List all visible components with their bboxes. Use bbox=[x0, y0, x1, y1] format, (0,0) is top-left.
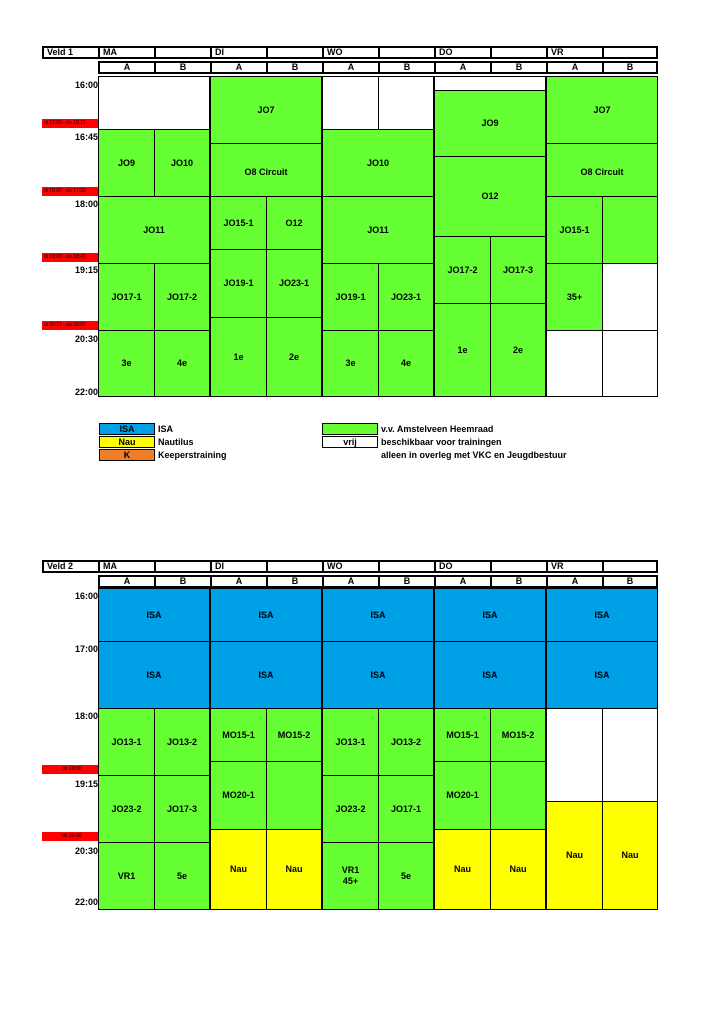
veld1-slot: O12 bbox=[266, 196, 322, 250]
veld2-schedule bbox=[42, 560, 658, 910]
veld2-day-di: DI bbox=[210, 560, 268, 573]
veld1-slot: JO19-1 bbox=[210, 249, 267, 318]
veld2-slot: 5e bbox=[154, 842, 210, 910]
veld2-slot: ISA bbox=[434, 641, 546, 709]
legend-k-swatch: K bbox=[99, 449, 155, 461]
veld2-slot: ISA bbox=[210, 641, 322, 709]
veld1-slot: JO15-1 bbox=[210, 196, 267, 250]
veld1-slot: JO9 bbox=[434, 90, 546, 157]
veld2-slot-free bbox=[602, 708, 658, 802]
veld1-slot: O8 Circuit bbox=[210, 143, 322, 197]
veld2-sub-b: B bbox=[154, 575, 212, 588]
veld2-slot: MO15-2 bbox=[266, 708, 322, 762]
veld1-slot: 1e bbox=[434, 303, 491, 397]
veld1-slot: 4e bbox=[154, 330, 210, 397]
veld1-sub-a: A bbox=[210, 61, 268, 74]
veld2-slot: ISA bbox=[98, 641, 210, 709]
veld1-slot: 3e bbox=[322, 330, 379, 397]
veld2-slot: ISA bbox=[98, 588, 210, 642]
veld2-slot: JO13-2 bbox=[154, 708, 210, 776]
veld2-time-note: do 20:00 bbox=[42, 832, 98, 841]
veld2-slot: JO23-2 bbox=[322, 775, 379, 843]
veld1-slot-free bbox=[322, 76, 379, 130]
veld1-schedule bbox=[42, 46, 658, 398]
veld1-sub-a: A bbox=[322, 61, 380, 74]
veld2-slot: ISA bbox=[546, 641, 658, 709]
veld1-slot: JO17-3 bbox=[490, 236, 546, 304]
veld2-sub-b: B bbox=[266, 575, 324, 588]
veld2-sub-a: A bbox=[322, 575, 380, 588]
veld1-day-di: DI bbox=[210, 46, 268, 59]
veld2-day-vr: VR bbox=[546, 560, 604, 573]
veld2-slot: JO13-1 bbox=[98, 708, 155, 776]
veld2-slot bbox=[490, 761, 546, 830]
veld1-time-note: di 19:00 - do 18:45 bbox=[42, 253, 98, 262]
veld2-time: 19:15 bbox=[74, 779, 98, 789]
veld1-slot: O8 Circuit bbox=[546, 143, 658, 197]
veld1-slot: JO17-1 bbox=[98, 263, 155, 331]
veld2-time-note: do 19:00 bbox=[42, 765, 98, 774]
veld2-time: 16:00 bbox=[74, 591, 98, 601]
veld1-day-blank bbox=[154, 46, 212, 59]
legend-isa-swatch: ISA bbox=[99, 423, 155, 435]
veld2-slot: Nau bbox=[266, 829, 322, 910]
veld1-day-blank bbox=[378, 46, 436, 59]
veld2-sub-a: A bbox=[434, 575, 492, 588]
veld1-slot: JO17-2 bbox=[154, 263, 210, 331]
legend-green-label: v.v. Amstelveen Heemraad bbox=[381, 424, 494, 434]
veld2-slot: MO15-1 bbox=[210, 708, 267, 762]
veld2-slot: JO13-1 bbox=[322, 708, 379, 776]
veld1-time: 16:45 bbox=[74, 132, 98, 142]
legend-note: alleen in overleg met VKC en Jeugdbestuur bbox=[381, 450, 567, 460]
veld1-slot-free bbox=[602, 330, 658, 397]
legend-nau-label: Nautilus bbox=[158, 437, 194, 447]
veld1-slot: JO11 bbox=[98, 196, 210, 264]
veld2-slot: Nau bbox=[434, 829, 491, 910]
veld2-slot: ISA bbox=[210, 588, 322, 642]
veld1-sub-b: B bbox=[378, 61, 436, 74]
veld2-slot: VR1 45+ bbox=[322, 842, 379, 910]
legend-isa-label: ISA bbox=[158, 424, 174, 434]
veld1-sub-b: B bbox=[266, 61, 324, 74]
legend-k-label: Keeperstraining bbox=[158, 450, 227, 460]
veld2-slot: Nau bbox=[602, 801, 658, 910]
veld1-slot: JO19-1 bbox=[322, 263, 379, 331]
veld2-slot: JO17-3 bbox=[154, 775, 210, 843]
veld1-time: 16:00 bbox=[74, 80, 98, 90]
veld1-day-do: DO bbox=[434, 46, 492, 59]
veld2-slot: Nau bbox=[490, 829, 546, 910]
veld1-slot: 2e bbox=[266, 317, 322, 397]
veld1-time-note: di 20:15 - do 20:00 bbox=[42, 321, 98, 330]
veld2-slot: JO13-2 bbox=[378, 708, 434, 776]
veld1-day-ma: MA bbox=[98, 46, 156, 59]
legend-green-swatch bbox=[322, 423, 378, 435]
veld2-slot: 5e bbox=[378, 842, 434, 910]
veld2-day-blank bbox=[266, 560, 324, 573]
veld1-slot: JO10 bbox=[154, 129, 210, 197]
veld1-slot bbox=[602, 196, 658, 264]
veld2-sub-b: B bbox=[378, 575, 436, 588]
veld1-slot: JO10 bbox=[322, 129, 434, 197]
veld1-slot: JO17-2 bbox=[434, 236, 491, 304]
veld1-day-blank bbox=[602, 46, 658, 59]
veld2-slot: JO17-1 bbox=[378, 775, 434, 843]
veld1-sub-b: B bbox=[490, 61, 548, 74]
legend-vrij-swatch: vrij bbox=[322, 436, 378, 448]
veld2-slot: ISA bbox=[322, 588, 434, 642]
legend-nau-swatch: Nau bbox=[99, 436, 155, 448]
veld2-slot: Nau bbox=[546, 801, 603, 910]
veld1-slot: JO7 bbox=[210, 76, 322, 144]
veld2-day-blank bbox=[490, 560, 548, 573]
veld1-time-note: di 17:00 - do 16:15 bbox=[42, 119, 98, 128]
veld1-slot: JO15-1 bbox=[546, 196, 603, 264]
veld1-time: 22:00 bbox=[74, 387, 98, 397]
veld2-slot: ISA bbox=[546, 588, 658, 642]
veld1-slot: 1e bbox=[210, 317, 267, 397]
veld1-sub-a: A bbox=[434, 61, 492, 74]
veld1-sub-a: A bbox=[98, 61, 156, 74]
veld1-day-vr: VR bbox=[546, 46, 604, 59]
veld1-slot-free bbox=[434, 76, 546, 91]
veld1-title: Veld 1 bbox=[42, 46, 100, 59]
veld2-sub-a: A bbox=[210, 575, 268, 588]
veld1-slot: JO9 bbox=[98, 129, 155, 197]
veld1-time: 18:00 bbox=[74, 199, 98, 209]
veld1-time: 20:30 bbox=[74, 334, 98, 344]
veld1-time: 19:15 bbox=[74, 265, 98, 275]
veld2-day-wo: WO bbox=[322, 560, 380, 573]
veld1-day-blank bbox=[266, 46, 324, 59]
veld2-slot-free bbox=[546, 708, 603, 802]
veld1-slot-free bbox=[602, 263, 658, 331]
veld2-sub-b: B bbox=[602, 575, 658, 588]
veld2-sub-b: B bbox=[490, 575, 548, 588]
veld1-slot-free bbox=[546, 330, 603, 397]
veld1-day-wo: WO bbox=[322, 46, 380, 59]
veld1-day-blank bbox=[490, 46, 548, 59]
veld2-day-blank bbox=[154, 560, 212, 573]
veld1-slot: 3e bbox=[98, 330, 155, 397]
veld2-slot: Nau bbox=[210, 829, 267, 910]
veld2-day-ma: MA bbox=[98, 560, 156, 573]
veld2-sub-a: A bbox=[98, 575, 156, 588]
veld1-sub-b: B bbox=[154, 61, 212, 74]
veld1-slot: JO7 bbox=[546, 76, 658, 144]
veld2-day-blank bbox=[378, 560, 436, 573]
veld2-slot: ISA bbox=[434, 588, 546, 642]
veld1-slot: 4e bbox=[378, 330, 434, 397]
veld1-slot: 35+ bbox=[546, 263, 603, 331]
veld2-slot: JO23-2 bbox=[98, 775, 155, 843]
veld2-slot: MO15-2 bbox=[490, 708, 546, 762]
veld2-slot: MO20-1 bbox=[210, 761, 267, 830]
veld1-slot: JO23-1 bbox=[378, 263, 434, 331]
veld2-day-blank bbox=[602, 560, 658, 573]
veld2-sub-a: A bbox=[546, 575, 604, 588]
veld1-slot-free bbox=[98, 76, 210, 130]
legend-vrij-label: beschikbaar voor trainingen bbox=[381, 437, 502, 447]
veld2-title: Veld 2 bbox=[42, 560, 100, 573]
veld2-time: 18:00 bbox=[74, 711, 98, 721]
veld2-day-do: DO bbox=[434, 560, 492, 573]
veld2-time: 22:00 bbox=[74, 897, 98, 907]
veld2-slot: MO20-1 bbox=[434, 761, 491, 830]
veld2-time: 17:00 bbox=[74, 644, 98, 654]
veld1-sub-b: B bbox=[602, 61, 658, 74]
veld1-slot: O12 bbox=[434, 156, 546, 237]
veld2-time: 20:30 bbox=[74, 846, 98, 856]
veld2-slot bbox=[266, 761, 322, 830]
veld1-slot: JO11 bbox=[322, 196, 434, 264]
veld1-time-note: di 18:00 - do 17:30 bbox=[42, 187, 98, 196]
veld2-slot: VR1 bbox=[98, 842, 155, 910]
veld1-sub-a: A bbox=[546, 61, 604, 74]
veld1-slot: 2e bbox=[490, 303, 546, 397]
veld1-slot: JO23-1 bbox=[266, 249, 322, 318]
veld2-slot: MO15-1 bbox=[434, 708, 491, 762]
veld2-slot: ISA bbox=[322, 641, 434, 709]
veld1-slot-free bbox=[378, 76, 434, 130]
